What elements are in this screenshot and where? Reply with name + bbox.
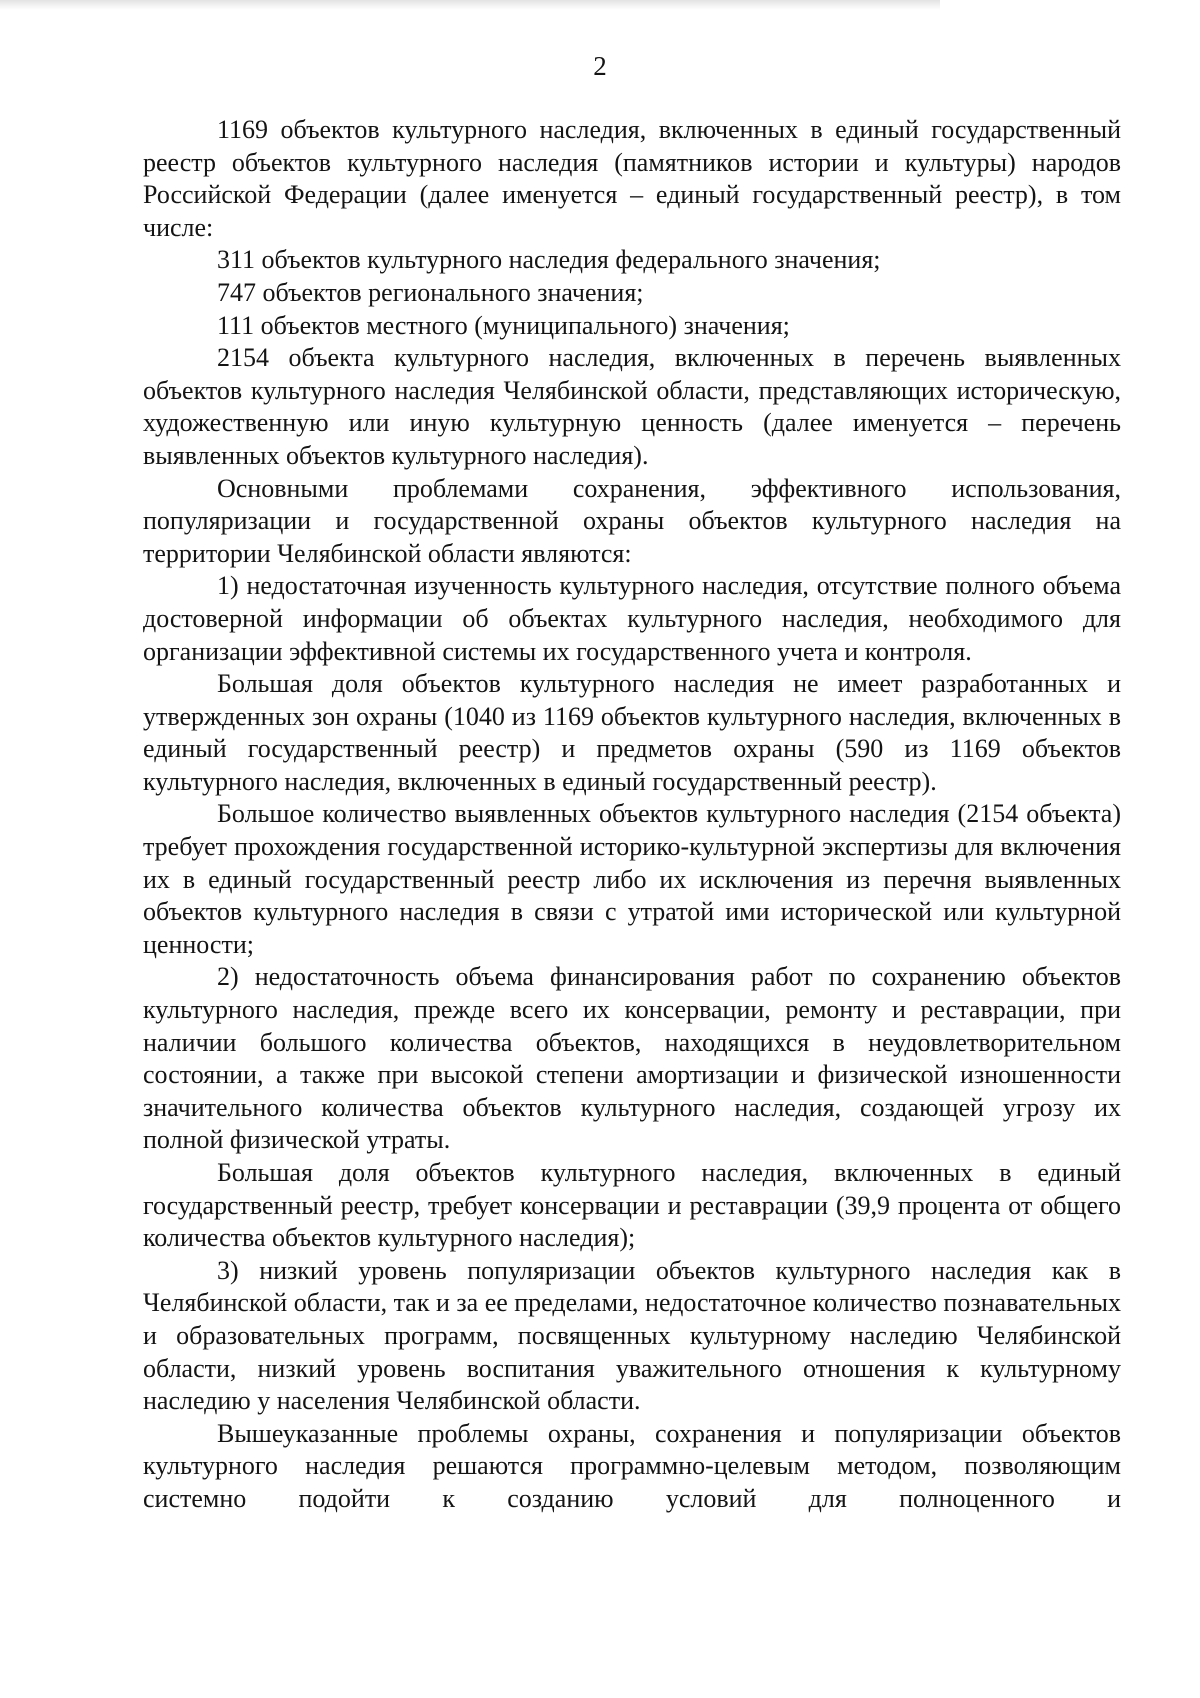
scan-edge-shadow [0,0,940,10]
paragraph-local-objects: 111 объектов местного (муниципального) значения; [217,310,790,340]
paragraph-program-method: Вышеуказанные проблемы охраны, сохранения и популяризации объектов культурного наследия решаются программно-целевым методом, позволяющим системно подойти к созданию условий для полноценного и [143,1418,1121,1513]
paragraph-federal-objects: 311 объектов культурного наследия федерального значения; [217,245,881,275]
paragraph-expertise: Большое количество выявленных объектов культурного наследия (2154 объекта) требует прохождения государственной историко-культурной экспертизы для включения их в единый государственный реестр либо их исключения из перечня выявленных объектов культурного наследия в связи с утратой ими исторической или культурной ценности; [143,799,1121,959]
page-number: 2 [593,51,607,81]
paragraph-regional-objects: 747 объектов регионального значения; [217,277,644,307]
paragraph-problem-3: 3) низкий уровень популяризации объектов культурного наследия как в Челябинской области, так и за ее пределами, недостаточное количество познавательных и образовательных программ, посвященных культурному наследию Челябинской области, низкий уровень воспитания уважительного отношения к культурному наследию у населения Челябинской области. [143,1255,1121,1416]
paragraph-main-problems: Основными проблемами сохранения, эффективного использования, популяризации и государственной охраны объектов культурного наследия на территории Челябинской области являются: [143,473,1121,568]
paragraph-problem-2: 2) недостаточность объема финансирования работ по сохранению объектов культурного наследия, прежде всего их консервации, ремонту и реставрации, при наличии большого количества объектов, находящихся в неудовлетворительном состоянии, а также при высокой степени амортизации и физической изношенности значительного количества объектов культурного наследия, создающей угрозу их полной физической утраты. [143,962,1121,1155]
paragraph-problem-1: 1) недостаточная изученность культурного наследия, отсутствие полного объема достоверной информации об объектах культурного наследия, необходимого для организации эффективной системы их государственного учета и контроля. [143,571,1121,666]
paragraph-restoration-share: Большая доля объектов культурного наследия, включенных в единый государственный реестр, требует консервации и реставрации (39,9 процента от общего количества объектов культурного наследия); [143,1158,1121,1253]
paragraph-heritage-total: 1169 объектов культурного наследия, включенных в единый государственный реестр объектов культурного наследия (памятников истории и культуры) народов Российской Федерации (далее именуется – единый государственный реестр), в том числе: [143,115,1121,242]
paragraph-protection-zones: Большая доля объектов культурного наследия не имеет разработанных и утвержденных зон охраны (1040 из 1169 объектов культурного наследия, включенных в единый государственный реестр) и предметов охраны (590 из 1169 объектов культурного наследия, включенных в единый государственный реестр). [143,669,1121,796]
paragraph-identified-objects: 2154 объекта культурного наследия, включенных в перечень выявленных объектов культурного наследия Челябинской области, представляющих историческую, художественную или иную культурную ценность (далее именуется – перечень выявленных объектов культурного наследия). [143,343,1121,470]
document-body [143,114,1121,1516]
